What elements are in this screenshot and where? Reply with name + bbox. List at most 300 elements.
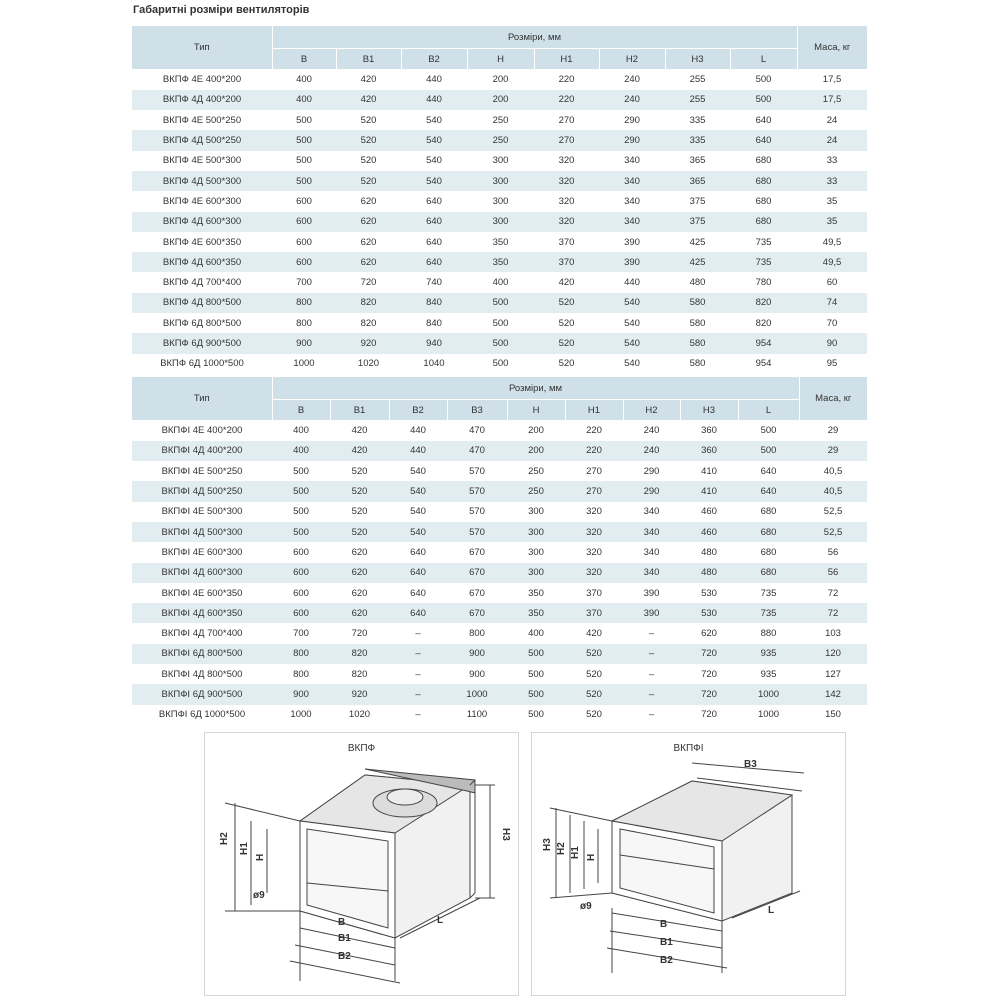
mass-cell: 60 [826,277,838,289]
dimension-cell: 840 [426,317,442,329]
drawing-title: ВКПФІ [673,743,704,754]
dimension-cell: 500 [507,684,565,704]
dimension-cell: 440 [624,277,640,289]
dimension-cell: 220 [586,424,602,436]
dimension-cell: 300 [467,212,534,232]
table-row [132,481,867,501]
dimension-cell: 640 [426,195,442,207]
dimension-cell: 500 [272,130,336,150]
dimension-cell: 800 [272,293,336,313]
model-cell: ВКПФ 4Д 600*350 [132,252,272,272]
dimension-cell: 425 [689,236,706,248]
table-row [132,69,867,90]
label-b3: B3 [744,759,757,770]
model-cell: ВКПФ 4Д 500*300 [132,171,272,191]
dimension-cell: 540 [426,114,442,126]
dimension-cell: 670 [469,587,485,599]
model-cell: ВКПФ 4Д 500*250 [132,130,272,150]
dimension-cell: 600 [272,563,330,583]
dimension-cell: 680 [738,522,799,542]
dimension-cell: 290 [624,114,640,126]
table-row [132,603,867,623]
dimension-cell: 520 [565,684,623,704]
dimension-cell: 735 [755,236,772,248]
dimension-cell: 820 [351,668,368,680]
dimension-cell: 1000 [293,358,315,370]
column-header: H1 [534,49,599,70]
label-h: H [586,853,597,861]
model-cell: ВКПФ 6Д 1000*500 [160,358,244,370]
label-b1: B1 [338,933,351,944]
dimension-cell: 300 [467,171,534,191]
dimension-cell: 580 [665,333,730,353]
dimension-cell: 680 [730,171,797,191]
dimension-cell: 900 [447,644,507,664]
model-cell: ВКПФІ 6Д 900*500 [132,684,272,704]
dimension-cell: 580 [689,358,706,370]
dimension-cell: 300 [507,522,565,542]
table-row [132,90,867,110]
label-b2: B2 [338,951,351,962]
dimension-cell: 570 [447,522,507,542]
column-header: B [272,49,336,70]
dimension-cell: 300 [528,506,544,518]
model-cell: ВКПФІ 6Д 800*500 [132,644,272,664]
dimension-cell: 500 [467,293,534,313]
dimension-cell: 580 [689,317,706,329]
dimension-cell: 350 [467,252,534,272]
dimension-cell: 620 [701,628,717,640]
dimension-cell: 640 [410,587,426,599]
dimension-cell: – [648,709,655,721]
dimension-cell: 800 [296,317,312,329]
dimension-cell: 640 [410,546,426,558]
dimension-cell: 520 [336,171,401,191]
column-header: B [272,400,330,421]
model-cell: ВКПФ 4Е 500*300 [162,155,242,167]
dimension-cell: – [648,628,655,640]
dimension-cell: 620 [360,195,377,207]
table-row [132,252,867,272]
dimension-cell: 500 [467,333,534,353]
dimension-cell: 954 [730,333,797,353]
dimension-cell: 540 [410,506,426,518]
dimension-cell: 375 [665,212,730,232]
dimension-cell: 620 [336,252,401,272]
dimension-cell: – [389,684,447,704]
column-header: H1 [565,400,623,421]
dimension-cell: 220 [534,90,599,110]
mass-cell: 74 [797,293,867,313]
model-cell: ВКПФ 6Д 900*500 [132,333,272,353]
table-row [132,664,867,684]
dimension-cell: 365 [689,155,706,167]
dimension-cell: 520 [558,358,575,370]
model-cell: ВКПФІ 4Е 500*300 [161,506,243,518]
table-row [132,232,867,252]
dimension-cell: 780 [755,277,772,289]
dimension-cell: – [623,644,680,664]
dimension-cell: 720 [680,684,738,704]
dimension-cell: 540 [624,358,640,370]
dimension-cell: 500 [296,155,312,167]
table-row [132,644,867,664]
dimension-cell: 820 [360,317,377,329]
dimension-cell: 900 [272,684,330,704]
dimension-cell: 640 [389,603,447,623]
dimension-cell: 340 [599,171,665,191]
model-cell: ВКПФ 4Е 600*300 [162,195,242,207]
dimension-cell: 320 [586,506,602,518]
dimension-cell: 500 [492,317,509,329]
dimension-cell: – [415,668,421,680]
type-header: Тип [132,26,272,69]
dimension-cell: 540 [389,522,447,542]
model-cell: ВКПФІ 4Д 400*200 [132,441,272,461]
dimension-cell: 670 [447,563,507,583]
model-cell: ВКПФ 4Е 600*350 [162,236,242,248]
dimension-cell: 425 [665,252,730,272]
dimension-cell: 350 [507,603,565,623]
dimension-cell: 410 [680,481,738,501]
column-header: H2 [599,49,665,70]
dimension-cell: 250 [492,114,509,126]
mass-cell: 142 [799,684,867,704]
dimension-cell: 400 [272,90,336,110]
dimension-cell: 720 [351,628,368,640]
dimension-cell: 520 [360,155,377,167]
dimension-cell: – [648,668,655,680]
mass-cell: 40,5 [823,465,843,477]
mass-cell: 35 [826,195,838,207]
dimension-cell: 390 [599,252,665,272]
mass-cell: 29 [827,425,839,437]
dimension-cell: 620 [336,212,401,232]
table-row [132,293,867,313]
dimension-cell: 300 [492,155,509,167]
dimension-cell: 800 [272,644,330,664]
sizes-header: Розміри, мм [272,26,797,49]
label-b2: B2 [660,955,673,966]
dimension-cell: 360 [701,424,717,436]
dimension-cell: 200 [492,73,509,85]
dimension-cell: – [389,644,447,664]
dimension-cell: 800 [469,628,485,640]
mass-cell: 120 [799,644,867,664]
dimension-cell: 720 [701,668,717,680]
table-row [132,522,867,542]
dimension-cell: 820 [755,317,772,329]
dimension-cell: 570 [469,506,485,518]
table-row [132,461,867,481]
dimension-cell: 255 [689,73,706,85]
dimension-cell: 935 [738,644,799,664]
column-header: H [507,400,565,421]
dimension-cell: 1000 [290,709,312,721]
dimension-cell: 400 [293,424,309,436]
mass-cell: 17,5 [822,74,842,86]
dimension-cell: 620 [360,236,377,248]
dimension-cell: 520 [336,130,401,150]
dimension-cell: 600 [293,587,309,599]
dimension-cell: 540 [410,465,426,477]
dimension-cell: 410 [701,465,717,477]
dimension-cell: 470 [447,441,507,461]
dimensions-table-vkpf [132,26,867,374]
dimension-cell: 540 [624,317,640,329]
label-h: H [255,853,266,861]
dimension-cell: 370 [558,236,575,248]
dimension-cell: 600 [296,195,312,207]
dimension-cell: 500 [738,441,799,461]
dimension-cell: 320 [565,522,623,542]
dimension-cell: 1020 [357,358,380,370]
dimension-cell: 1000 [757,709,780,721]
dimension-cell: 370 [534,252,599,272]
model-cell: ВКПФ 6Д 800*500 [162,317,242,329]
dimension-cell: 640 [389,563,447,583]
model-cell: ВКПФІ 4Д 500*300 [132,522,272,542]
table-row [132,705,867,725]
dimension-cell: 1020 [348,709,371,721]
table-row [132,354,867,374]
dimension-cell: 640 [426,236,442,248]
table-row [132,333,867,353]
dimension-cell: 1000 [447,684,507,704]
dimension-cell: 700 [293,628,309,640]
dimension-cell: 520 [586,709,602,721]
dimension-cell: 340 [624,155,640,167]
model-cell: ВКПФ 4Д 700*400 [162,277,242,289]
dimension-cell: 440 [389,441,447,461]
dimension-cell: 720 [701,709,717,721]
dimension-cell: 290 [599,130,665,150]
dimension-cell: 290 [623,481,680,501]
dimension-cell: 320 [558,155,575,167]
dimension-cell: 530 [680,603,738,623]
dimension-cell: 320 [534,212,599,232]
mass-cell: 33 [797,171,867,191]
dimension-cell: 320 [586,546,602,558]
dimension-cell: 520 [534,293,599,313]
table-row [132,542,867,562]
dimension-cell: 460 [680,522,738,542]
dimension-cell: 240 [643,424,660,436]
dimension-cell: 340 [624,195,640,207]
column-header: H2 [623,400,680,421]
dimension-cell: 400 [492,277,509,289]
column-header: B2 [401,49,467,70]
dimension-cell: 540 [599,333,665,353]
dimension-cell: 520 [360,114,377,126]
label-h2: H2 [556,842,567,855]
dimension-cell: 220 [558,73,575,85]
dimension-cell: 500 [492,358,509,370]
dimension-cell: 500 [272,522,330,542]
dimension-cell: 720 [680,644,738,664]
dimension-cell: 250 [507,481,565,501]
dimension-cell: 680 [738,563,799,583]
mass-cell: 72 [799,603,867,623]
dimension-cell: 600 [272,603,330,623]
dimension-cell: 500 [760,424,777,436]
dimension-cell: 390 [623,603,680,623]
model-cell: ВКПФІ 4Е 600*350 [161,587,243,599]
dimension-cell: 240 [599,90,665,110]
table-row [132,420,867,441]
dimension-cell: 440 [410,424,426,436]
dimension-cell: 670 [469,546,485,558]
drawing-vkpfi-panel [531,732,846,996]
mass-cell: 150 [825,709,841,721]
model-cell: ВКПФ 4Д 600*300 [132,212,272,232]
dimension-cell: 240 [623,441,680,461]
dimension-cell: 620 [351,587,368,599]
column-header: B2 [389,400,447,421]
table-row [132,684,867,704]
model-cell: ВКПФ 4Е 400*200 [162,74,242,86]
dimension-cell: 390 [643,587,660,599]
dimension-cell: 570 [447,481,507,501]
dimension-cell: 300 [492,195,509,207]
dimension-cell: 255 [665,90,730,110]
dimension-cell: 500 [272,481,330,501]
dimension-cell: 500 [293,506,309,518]
mass-cell: 52,5 [823,506,843,518]
dimension-cell: 640 [755,114,772,126]
dimension-cell: 480 [689,277,706,289]
dimension-cell: 680 [755,155,772,167]
dimension-cell: 335 [689,114,706,126]
dimension-cell: 670 [447,603,507,623]
dimension-cell: 240 [624,73,640,85]
table-row [132,110,867,130]
label-l: L [437,915,444,926]
dimension-cell: 570 [469,465,485,477]
dimension-cell: 540 [426,155,442,167]
model-cell: ВКПФ 4Д 800*500 [132,293,272,313]
dimension-cell: 640 [401,212,467,232]
table-row [132,563,867,583]
dimension-cell: 954 [755,358,772,370]
dimension-cell: 390 [624,236,640,248]
dimension-cell: 735 [730,252,797,272]
model-cell: ВКПФІ 4Д 800*500 [161,668,243,680]
label-b1: B1 [660,937,673,948]
dimension-cell: 500 [507,644,565,664]
table-row [132,583,867,603]
dimension-cell: 900 [272,333,336,353]
label-h1: H1 [239,842,250,855]
dimension-cell: 200 [507,441,565,461]
dimension-cell: 500 [528,668,544,680]
dimension-cell: 680 [760,506,777,518]
dimension-cell: 520 [351,506,368,518]
dimension-cell: 200 [467,90,534,110]
dimension-cell: 250 [467,130,534,150]
mass-cell: 95 [826,358,838,370]
dimension-cell: 340 [623,563,680,583]
dimension-cell: 320 [558,195,575,207]
dimension-cell: 540 [401,171,467,191]
column-header: H3 [680,400,738,421]
mass-cell: 90 [797,333,867,353]
dimension-cell: 620 [351,546,368,558]
dimension-cell: 480 [680,563,738,583]
mass-header: Маса, кг [799,377,867,420]
dimension-cell: 320 [565,563,623,583]
dimension-cell: 340 [599,212,665,232]
dimension-cell: 220 [565,441,623,461]
dimension-cell: 470 [469,424,485,436]
dimension-cell: 640 [730,130,797,150]
dimension-cell: 250 [528,465,544,477]
dimension-cell: 420 [330,441,389,461]
drawing-vkpf-panel [204,732,519,996]
dimension-cell: 300 [507,563,565,583]
dimension-cell: 350 [492,236,509,248]
dimension-cell: 740 [426,277,442,289]
dimension-cell: 340 [643,546,660,558]
dimension-cell: 500 [293,465,309,477]
table-row [132,623,867,643]
dimension-cell: 640 [760,465,777,477]
dimension-cell: 335 [665,130,730,150]
dimension-cell: 820 [330,644,389,664]
dimension-cell: – [415,628,421,640]
type-header: Тип [132,377,272,420]
label-l: L [768,905,775,916]
drawing-title: ВКПФ [347,743,376,754]
mass-cell: 70 [826,317,838,329]
dimension-cell: 375 [689,195,706,207]
dimension-cell: 1000 [738,684,799,704]
column-header: B3 [447,400,507,421]
column-header: L [730,49,797,70]
model-cell: ВКПФІ 4Д 700*400 [161,628,243,640]
label-h1: H1 [570,846,581,859]
dimension-cell: 680 [730,212,797,232]
label-h2: H2 [219,832,230,845]
dimension-cell: 460 [701,506,717,518]
column-header: H [467,49,534,70]
dimension-cell: 400 [272,441,330,461]
sizes-header: Розміри, мм [272,377,799,400]
mass-cell: 29 [799,441,867,461]
table-row [132,130,867,150]
table-row [132,441,867,461]
mass-cell: 24 [826,114,838,126]
dimension-cell: 370 [586,587,602,599]
dimension-cell: 420 [558,277,575,289]
dimension-cell: 270 [534,130,599,150]
dimension-cell: 500 [296,114,312,126]
dimension-cell: 1040 [423,358,445,370]
dimension-cell: 300 [528,546,544,558]
model-cell: ВКПФІ 4Е 400*200 [161,425,243,437]
dimension-cell: 520 [351,465,368,477]
dimension-cell: 420 [336,90,401,110]
dimension-cell: 520 [558,317,575,329]
mass-cell: 103 [825,628,841,640]
model-cell: ВКПФ 4Е 500*250 [162,114,242,126]
dimension-cell: 880 [760,628,777,640]
dimension-cell: 400 [528,628,544,640]
dimension-cell: 520 [586,668,602,680]
mass-cell: 35 [797,212,867,232]
dimension-cell: 440 [426,73,442,85]
table-row [132,272,867,292]
